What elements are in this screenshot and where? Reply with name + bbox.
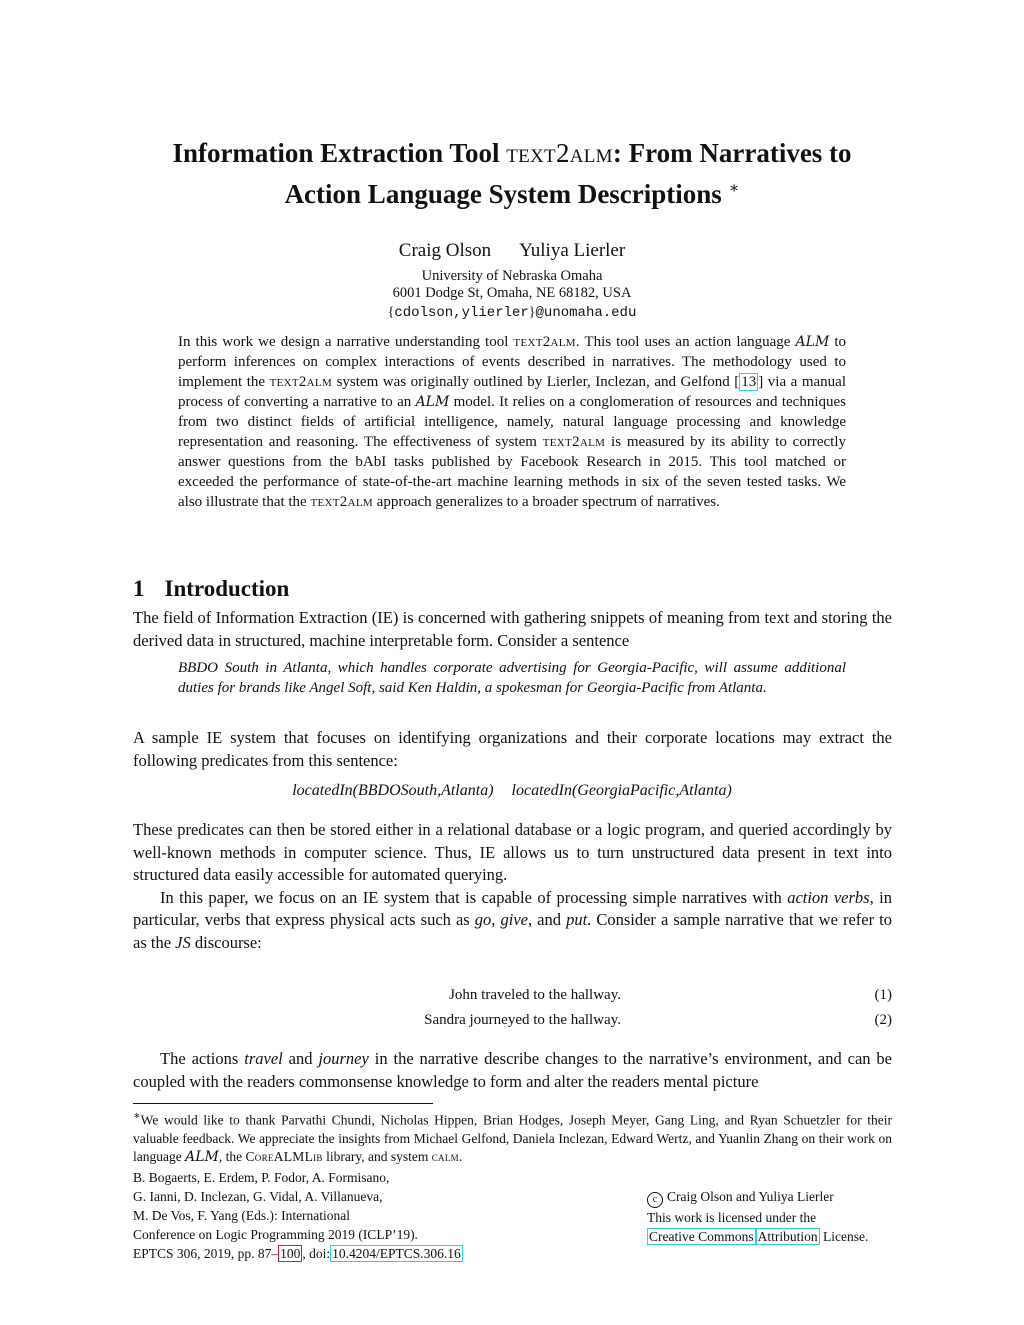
copyright-icon: c <box>647 1192 663 1208</box>
author-name: Yuliya Lierler <box>519 240 626 261</box>
intro-paragraph-1: The field of Information Extraction (IE) is concerned with gathering snippets of meaning from text and storing the derived data in structured, machine interpretable form. Consider a sentence <box>133 608 892 650</box>
equation-number: (1) <box>874 987 892 1003</box>
author-emails: {cdolson,ylierler}@unomaha.edu <box>387 305 637 321</box>
author-name: Craig Olson <box>398 240 492 261</box>
paper-page: Information Extraction Tool text2alm: From Narratives to Action Language System Descriptions ∗ Craig Olson Yuliya Lierler University of Nebraska Omaha 6001 Dodge St, Omaha, NE 68182, USA {cdolson,ylierler}@unomaha.edu In this work we design a narrative understanding tool text2alm. This tool uses an action language ALM to perform inferences on complex interactions of events described in narratives. The methodology used to implement the text2alm system was originally outlined by Lierler, Inclezan, and Gelfond [ 13 ] via a manual process of converting a narrative to an ALM model. It relies on a conglomeration of resources and techniques from two distinct fields of artificial intelligence, namely, natural language processing and knowledge representation and reasoning. The effectiveness of system text2alm is measured by its ability to correctly answer questions from the bAbI tasks published by Facebook Research in 2015. This tool matched or exceeded the performance of state-of-the-art machine learning methods in six of the seven tested tasks. We also illustrate that the text2alm approach generalizes to a broader spectrum of narratives. 1 Introduction The field of Information Extraction (IE) is concerned with gathering snippets of meaning from text and storing the derived data in structured, machine interpretable form. Consider a sentence BBDO South in Atlanta, which handles corporate advertising for Georgia-Pacific, will assume additional duties for brands like Angel Soft, said Ken Haldin, a spokesman for Georgia-Pacific from Atlanta. A sample IE system that focuses on identifying organizations and their corporate locations may extract the following predicates from this sentence: locatedIn(BBDOSouth,Atlanta) locatedIn(GeorgiaPacific,Atlanta) These predicates can then be stored either in a relational database or a logic program, and queried accordingly by well-known methods in computer science. Thus, IE allows us to turn unstructured data present in text into structured data easily accessible for automated querying. In this paper, we focus on an IE system that is capable of processing simple narratives with action verbs, in particular, verbs that express physical acts such as go, give, and put. Consider a sample narrative that we refer to as the JS discourse: John traveled to the hallway. (1) Sandra journeyed to the hallway. (2) The actions travel and journey in the narrative describe changes to the narrative’s environment, and can be coupled with the readers commonsense knowledge to form and alter the readers mental picture ∗We would like to thank Parvathi Chundi, Nicholas Hippen, Brian Hodges, Joseph Meyer, Gang Ling, and Ryan Schuetzler for their valuable feedback. We appreciate the insights from Michael Gelfond, Daniela Inclezan, Edward Wertz, and Yuanlin Zhang on their work on language ALM, the CoreALMLib library, and system calm. B. Bogaerts, E. Erdem, P. Fodor, A. Formisano, G. Ianni, D. Inclezan, G. Vidal, A. Villanueva, M. De Vos, F. Yang (Eds.): International Conference on Logic Programming 2019 (ICLP’19). EPTCS 306, 2019, pp. 87– 100 , doi: 10.4204/EPTCS.306.16 c Craig Olson and Yuliya Lierler This work is licensed under the Creative Commons Attribution License. <box>0 0 1024 1325</box>
abstract: In this work we design a narrative understanding tool text2alm. This tool uses an action language ALM to perform inferences on complex interactions of events described in narratives. The methodology used to implement the text2alm system was originally outlined by Lierler, Inclezan, and Gelfond [ 13 ] via a manual process of converting a narrative to an ALM model. It relies on a conglomeration of resources and techniques from two distinct fields of artificial intelligence, namely, natural language processing and knowledge representation and reasoning. The effectiveness of system text2alm is measured by its ability to correctly answer questions from the bAbI tasks published by Facebook Research in 2015. This tool matched or exceeded the performance of state-of-the-art machine learning methods in six of the seven tested tasks. We also illustrate that the text2alm approach generalizes to a broader spectrum of narratives. <box>178 334 847 510</box>
creative-commons-link[interactable]: Creative Commons <box>649 1229 754 1244</box>
footnote-rule <box>133 1103 433 1104</box>
title-footnote-mark: ∗ <box>728 180 740 197</box>
title-line-1: Information Extraction Tool text2alm: From Narratives to <box>172 138 852 168</box>
equation-number: (2) <box>874 1012 892 1028</box>
intro-paragraph-4: In this paper, we focus on an IE system that is capable of processing simple narratives with action verbs, in particular, verbs that express physical acts such as go, give, and put. Consider a sample narrative that we refer to as the JS discourse: <box>133 887 893 952</box>
license-info: c Craig Olson and Yuliya Lierler This work is licensed under the Creative Commons Attribution License. <box>647 1189 869 1244</box>
section-title: Introduction <box>164 576 290 601</box>
intro-paragraph-5: The actions travel and journey in the narrative describe changes to the narrative’s environment, and can be coupled with the readers commonsense knowledge to form and alter the readers mental picture <box>133 1049 893 1091</box>
tool-name: text2alm <box>506 138 613 168</box>
paper-title <box>80 136 944 212</box>
predicate-formula: locatedIn(BBDOSouth,Atlanta) locatedIn(GeorgiaPacific,Atlanta) <box>292 782 732 799</box>
citation-link[interactable]: 13 <box>741 374 757 390</box>
doi-link[interactable]: 10.4204/EPTCS.306.16 <box>332 1246 461 1261</box>
title-line-2: Action Language System Descriptions ∗ <box>284 179 740 209</box>
intro-paragraph-3: These predicates can then be stored either in a relational database or a logic program, and queried accordingly by well-known methods in computer science. Thus, IE allows us to turn unstructured data present in text into structured data easily accessible for automated querying. In this paper, we focus on an IE system that is capable of processing simple narratives with action verbs, in particular, verbs that express physical acts such as go, give, and put. Consider a sample narrative that we refer to as the JS discourse: <box>133 819 892 954</box>
author-list <box>0 240 1024 262</box>
intro-paragraph-2: A sample IE system that focuses on identifying organizations and their corporate locations may extract the following predicates from this sentence: <box>133 728 892 770</box>
page-end-link[interactable]: 100 <box>280 1246 301 1261</box>
publication-info: B. Bogaerts, E. Erdem, P. Fodor, A. Formisano, G. Ianni, D. Inclezan, G. Vidal, A. Villanueva, M. De Vos, F. Yang (Eds.): International Conference on Logic Programming 2019 (ICLP’19). EPTCS 306, 2019, pp. 87– 100 , doi: 10.4204/EPTCS.306.16 <box>133 1170 461 1261</box>
section-number: 1 <box>133 576 145 601</box>
attribution-link[interactable]: Attribution <box>757 1229 818 1244</box>
example-sentence: BBDO South in Atlanta, which handles corporate advertising for Georgia-Pacific, will assume additional duties for brands like Angel Soft, said Ken Haldin, a spokesman for Georgia-Pacific from Atlanta. <box>178 660 846 696</box>
footnote: ∗We would like to thank Parvathi Chundi, Nicholas Hippen, Brian Hodges, Joseph Meyer, Gang Ling, and Ryan Schuetzler for their valuable feedback. We appreciate the insights from Michael Gelfond, Daniela Inclezan, Edward Wertz, and Yuanlin Zhang on their work on language ALM, the CoreALMLib library, and system calm. <box>133 1110 892 1165</box>
affiliation: University of Nebraska Omaha 6001 Dodge St, Omaha, NE 68182, USA <box>392 268 632 301</box>
section-heading <box>133 576 289 602</box>
